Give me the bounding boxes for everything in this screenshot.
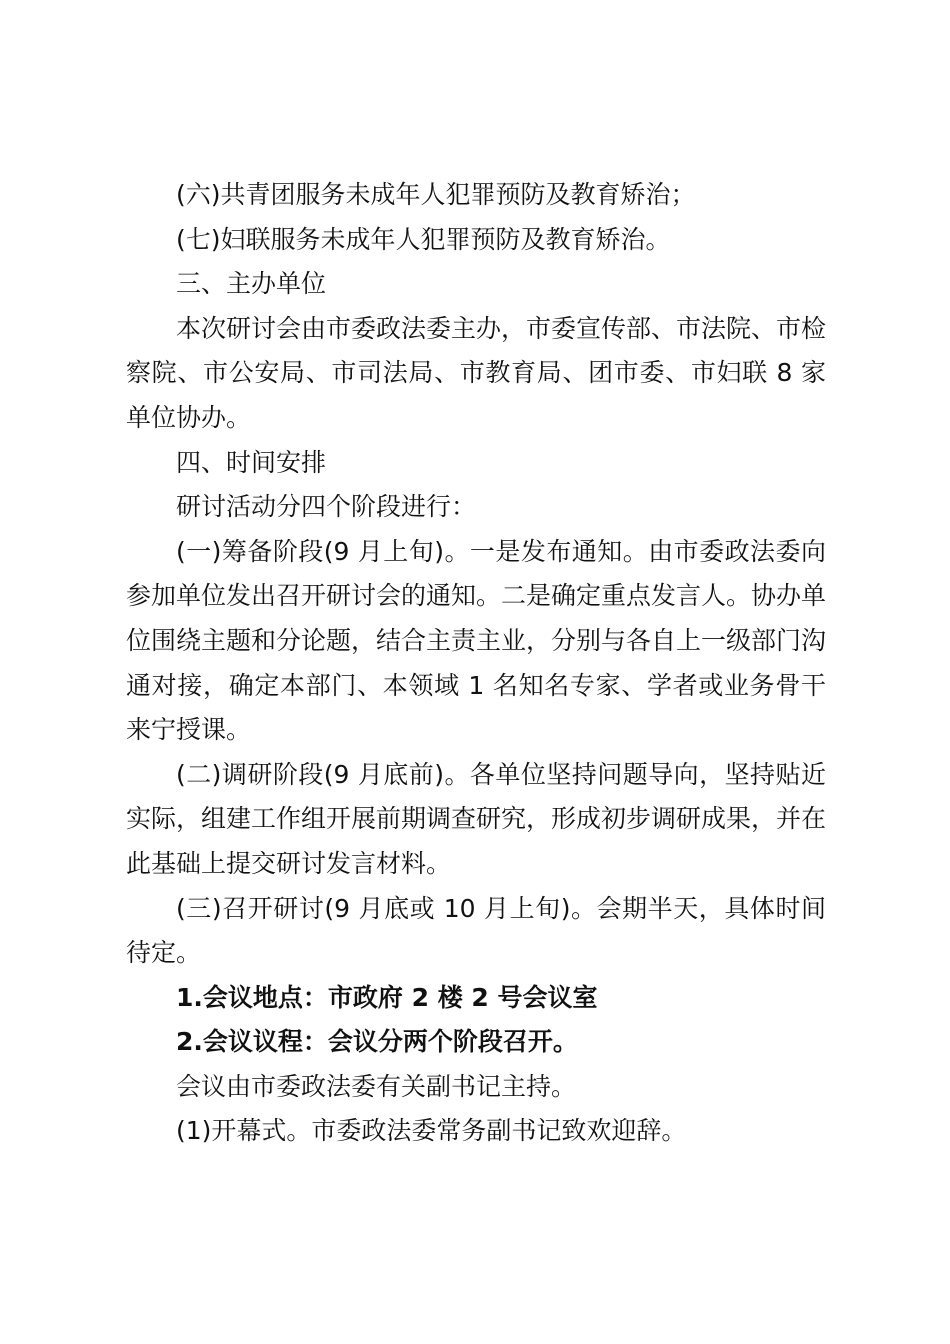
- paragraph-schedule-intro: 研讨活动分四个阶段进行：: [176, 492, 477, 522]
- paragraph-host: 会议由市委政法委有关副书记主持。: [176, 1071, 577, 1101]
- paragraph-organizers: 本次研讨会由市委政法委主办，市委宣传部、市法院、市检察院、市公安局、市司法局、市教育局、团市委、市妇联 8 家单位协办。: [126, 313, 827, 432]
- section-heading-organizers: 三、主办单位: [176, 269, 327, 299]
- meeting-location: 1.会议地点：市政府 2 楼 2 号会议室: [176, 982, 598, 1012]
- paragraph-item-7: (七)妇联服务未成年人犯罪预防及教育矫治。: [176, 224, 671, 254]
- paragraph-stage-preparation: (一)筹备阶段(9 月上旬)。一是发布通知。由市委政法委向参加单位发出召开研讨会的通知。二是确定重点发言人。协办单位围绕主题和分论题，结合主责主业，分别与各自上一级部门沟通对接，确定本部门、本领域 1 名知名专家、学者或业务骨干来宁授课。: [126, 536, 827, 745]
- section-heading-schedule: 四、时间安排: [176, 447, 327, 477]
- paragraph-opening: (1)开幕式。市委政法委常务副书记致欢迎辞。: [176, 1116, 687, 1146]
- meeting-agenda: 2.会议议程：会议分两个阶段召开。: [176, 1027, 578, 1057]
- paragraph-stage-seminar: (三)召开研讨(9 月底或 10 月上旬)。会期半天，具体时间待定。: [126, 893, 826, 968]
- document-body: [126, 173, 826, 1154]
- paragraph-stage-research: (二)调研阶段(9 月底前)。各单位坚持问题导向，坚持贴近实际，组建工作组开展前期调查研究，形成初步调研成果，并在此基础上提交研讨发言材料。: [126, 759, 827, 878]
- paragraph-item-6: (六)共青团服务未成年人犯罪预防及教育矫治；: [176, 180, 696, 209]
